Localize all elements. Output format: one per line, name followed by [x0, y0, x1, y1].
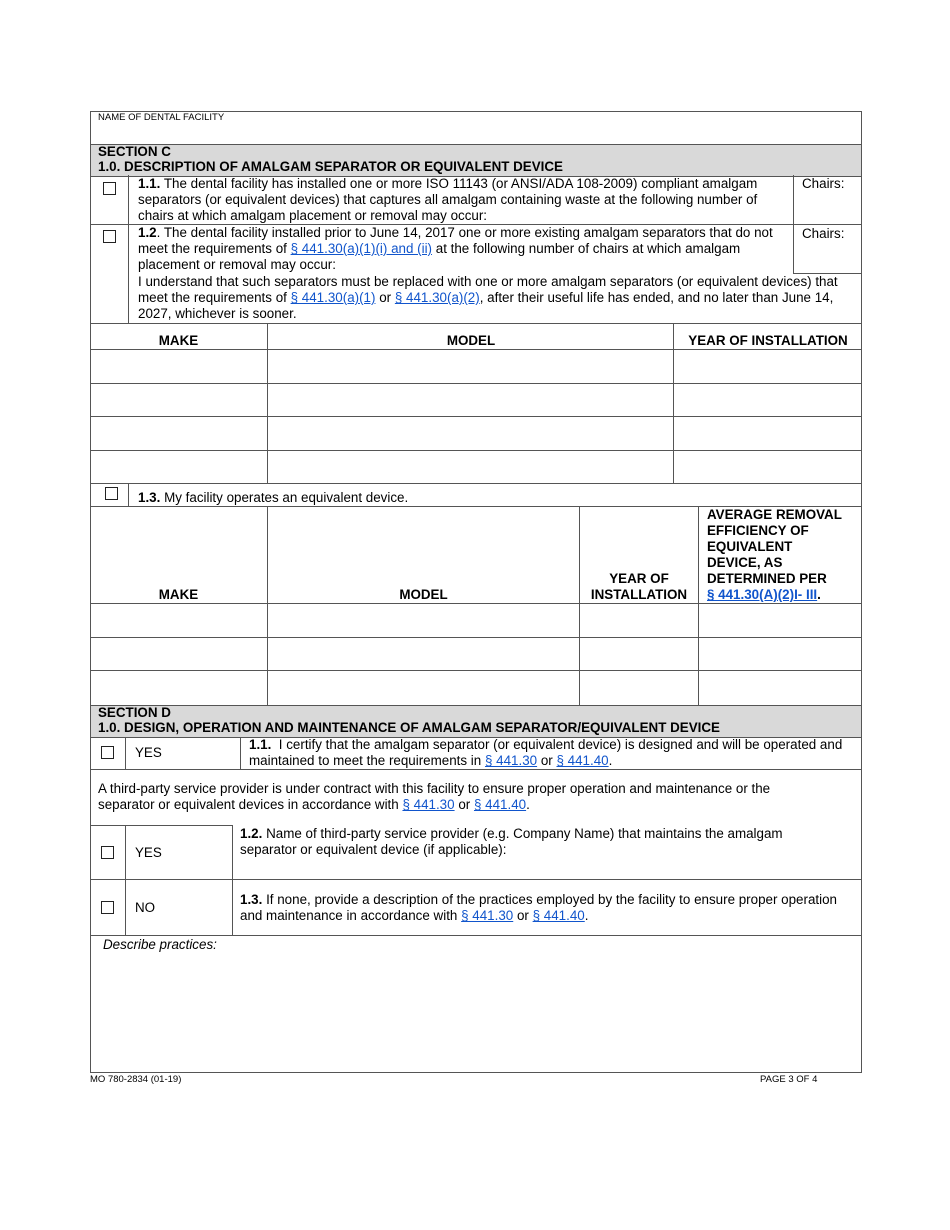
- facility-name-field[interactable]: [91, 125, 861, 143]
- item-1-3-checkbox[interactable]: [105, 487, 118, 500]
- item-1-1-checkbox[interactable]: [103, 182, 116, 195]
- item-1-2-understand-text: I understand that such separators must be replaced with one or more amalgam separators (or equivalent devices) that meet the requirements of § 441.30(a)(1) or § 441.30(a)(2), after their useful life has ended, and no later than June 14, 2027, whichever is sooner.: [138, 274, 838, 321]
- d-item-1-1-yes-checkbox[interactable]: [101, 746, 114, 759]
- table2-model-header: MODEL: [399, 587, 448, 602]
- table2-efficiency-header: AVERAGE REMOVAL EFFICIENCY OF EQUIVALENT DEVICE, AS DETERMINED PER § 441.30(A)(2)I- III.: [707, 507, 842, 602]
- table1-row[interactable]: [91, 417, 861, 449]
- d-item-1-1-text: 1.1. I certify that the amalgam separator (or equivalent device) is designed and will be operated and maintained to meet the requirements in § 441.30 or § 441.40.: [249, 737, 843, 768]
- d-item-1-2-yes-label: YES: [135, 845, 162, 860]
- section-c-subtitle: 1.0. DESCRIPTION OF AMALGAM SEPARATOR OR EQUIVALENT DEVICE: [98, 159, 563, 174]
- link-441-30-a-1[interactable]: § 441.30(a)(1): [290, 290, 376, 305]
- link-441-30-a-2-i-iii[interactable]: § 441.30(A)(2)I- III: [707, 587, 818, 602]
- link-441-40[interactable]: § 441.40: [556, 753, 609, 768]
- link-441-30[interactable]: § 441.30: [461, 908, 514, 923]
- link-441-40[interactable]: § 441.40: [473, 797, 527, 812]
- table2-row[interactable]: [91, 671, 861, 704]
- third-party-text: A third-party service provider is under contract with this facility to ensure proper operation and maintenance or the separator or equivalent devices in accordance with § 441.30 or § 441.40.: [98, 781, 771, 812]
- table1-year-header: YEAR OF INSTALLATION: [688, 333, 848, 348]
- link-441-30-a-1-i-ii[interactable]: § 441.30(a)(1)(i) and (ii): [290, 241, 433, 256]
- item-1-1-chairs-field[interactable]: [794, 191, 860, 223]
- section-c-title: SECTION C: [98, 144, 171, 159]
- table2-year-header: YEAR OF INSTALLATION: [590, 571, 688, 602]
- facility-name-label: NAME OF DENTAL FACILITY: [98, 112, 225, 123]
- section-d-subtitle: 1.0. DESIGN, OPERATION AND MAINTENANCE OF AMALGAM SEPARATOR/EQUIVALENT DEVICE: [98, 720, 720, 735]
- describe-practices-label: Describe practices:: [103, 937, 217, 952]
- table1-row[interactable]: [91, 384, 861, 415]
- d-item-1-3-no-label: NO: [135, 900, 156, 915]
- d-item-1-1-yes-label: YES: [135, 745, 162, 760]
- table1-make-header: MAKE: [158, 333, 199, 348]
- item-1-2-chairs-field[interactable]: [794, 241, 860, 272]
- table1-row[interactable]: [91, 350, 861, 382]
- link-441-30-a-2[interactable]: § 441.30(a)(2): [394, 290, 480, 305]
- table2-make-header: MAKE: [158, 587, 199, 602]
- item-1-1-text: 1.1. The dental facility has installed one or more ISO 11143 (or ANSI/ADA 108-2009) compliant amalgam separators (or equivalent devices) that captures all amalgam containing waste at the following number of chairs at which amalgam placement or removal may occur:: [138, 176, 758, 223]
- link-441-30[interactable]: § 441.30: [484, 753, 538, 768]
- item-1-1-chairs-label: Chairs:: [802, 176, 845, 191]
- section-d-title: SECTION D: [98, 705, 171, 720]
- table1-row[interactable]: [91, 451, 861, 482]
- page-number: PAGE 3 OF 4: [760, 1074, 818, 1085]
- item-1-2-checkbox[interactable]: [103, 230, 116, 243]
- item-1-3-text: 1.3. My facility operates an equivalent device.: [138, 490, 409, 505]
- table1-model-header: MODEL: [446, 333, 496, 348]
- d-item-1-3-no-checkbox[interactable]: [101, 901, 114, 914]
- d-item-1-2-yes-checkbox[interactable]: [101, 846, 114, 859]
- link-441-30[interactable]: § 441.30: [402, 797, 455, 812]
- d-item-1-2-text: 1.2. Name of third-party service provider (e.g. Company Name) that maintains the amalgam separator or equivalent device (if applicable):: [240, 826, 783, 857]
- table2-row[interactable]: [91, 638, 861, 669]
- d-item-1-3-text: 1.3. If none, provide a description of the practices employed by the facility to ensure proper operation and maintenance in accordance with § 441.30 or § 441.40.: [240, 892, 837, 923]
- item-1-2-chairs-label: Chairs:: [802, 226, 845, 241]
- form-id: MO 780-2834 (01-19): [90, 1074, 182, 1085]
- third-party-provider-field[interactable]: [233, 859, 861, 878]
- describe-practices-field[interactable]: [91, 954, 861, 1072]
- link-441-40[interactable]: § 441.40: [532, 908, 585, 923]
- table2-row[interactable]: [91, 604, 861, 636]
- item-1-2-text: 1.2. The dental facility installed prior to June 14, 2017 one or more existing amalgam separators that do not meet the requirements of § 441.30(a)(1)(i) and (ii) at the following number of chairs at which amalgam placement or removal may occur:: [138, 225, 773, 272]
